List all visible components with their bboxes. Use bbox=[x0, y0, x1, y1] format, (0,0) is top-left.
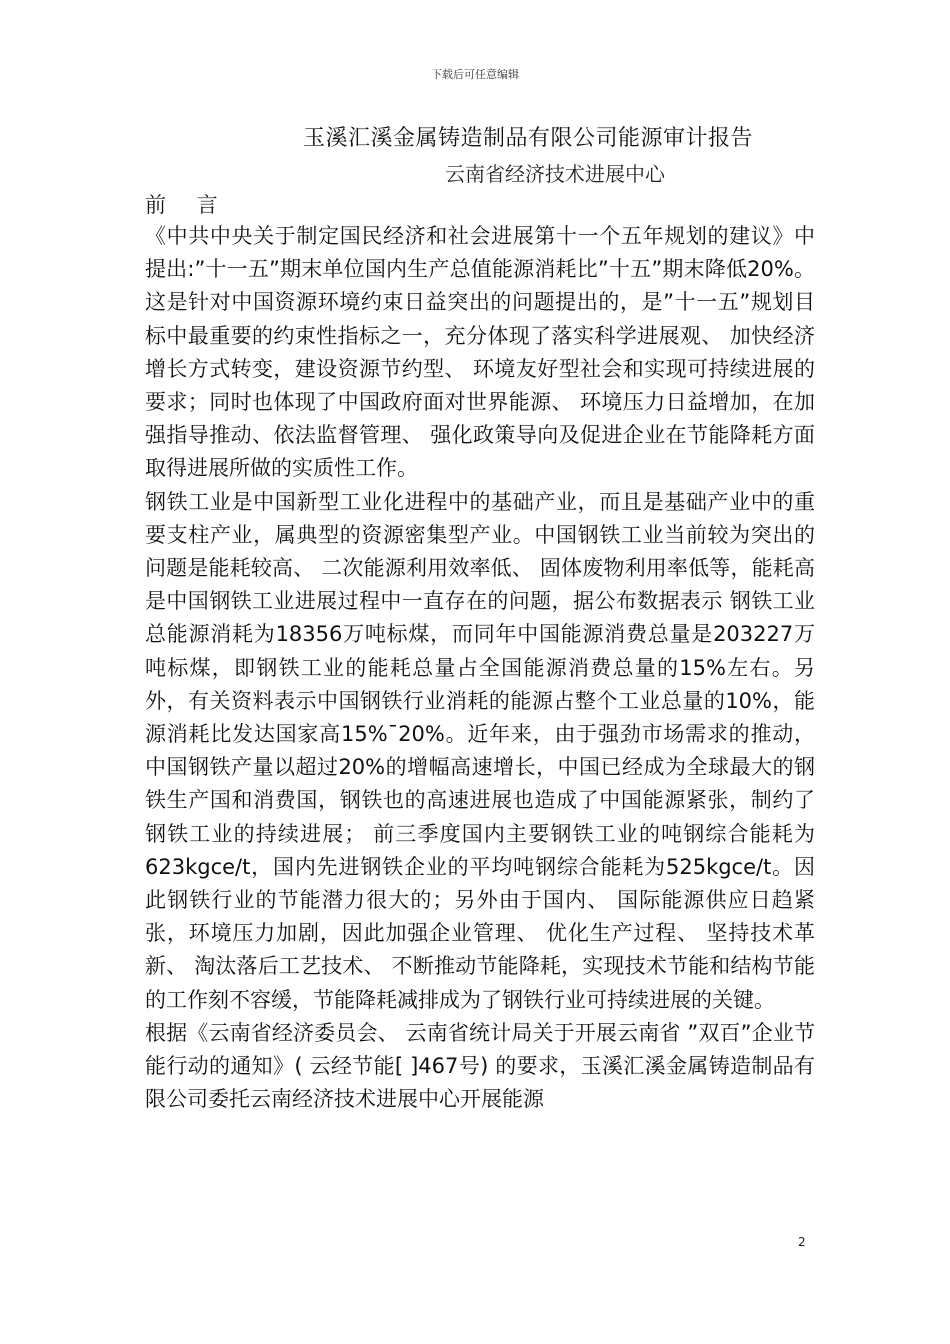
page-header-note: 下载后可任意编辑 bbox=[431, 68, 519, 81]
paragraph-3: 根据《云南省经济委员会、 云南省统计局关于开展云南省 ”双百”企业节能行动的通知》( 云经节能[ ]467号) 的要求，玉溪汇溪金属铸造制品有限公司委托云南经济技术进展中心开展能源 bbox=[145, 1020, 815, 1112]
document-organization: 云南省经济技术进展中心 bbox=[445, 162, 665, 186]
page-number: 2 bbox=[798, 1235, 806, 1249]
paragraph-1: 《中共中央关于制定国民经济和社会进展第十一个五年规划的建议》中提出:”十一五”期末单位国内生产总值能源消耗比”十五”期末降低20%。这是针对中国资源环境约束日益突出的问题提出的，是”十一五”规划目标中最重要的约束性指标之一，充分体现了落实科学进展观、 加快经济增长方式转变，建设资源节约型、 环境友好型社会和实现可持续进展的要求；同时也体现了中国政府面对世界能源、 环境压力日益增加，在加强指导推动、依法监督管理、 强化政策导向及促进企业在节能降耗方面取得进展所做的实质性工作。 bbox=[145, 224, 815, 481]
document-title: 玉溪汇溪金属铸造制品有限公司能源审计报告 bbox=[303, 126, 754, 151]
body-text bbox=[145, 220, 815, 1116]
section-heading-preface: 前 言 bbox=[145, 193, 230, 217]
paragraph-2: 钢铁工业是中国新型工业化进程中的基础产业，而且是基础产业中的重要支柱产业，属典型的资源密集型产业。中国钢铁工业当前较为突出的问题是能耗较高、 二次能源利用效率低、 固体废物利用率低等，能耗高是中国钢铁工业进展过程中一直存在的问题，据公布数据表示 钢铁工业总能源消耗为18356万吨标煤，而同年中国能源消费总量是203227万吨标煤，即钢铁工业的能耗总量占全国能源消费总量的15%左右。另外，有关资料表示中国钢铁行业消耗的能源占整个工业总量的10%，能源消耗比发达国家高15%¯20%。近年来，由于强劲市场需求的推动，中国钢铁产量以超过20%的增幅高速增长，中国已经成为全球最大的钢铁生产国和消费国，钢铁也的高速进展也造成了中国能源紧张，制约了钢铁工业的持续进展； 前三季度国内主要钢铁工业的吨钢综合能耗为623kgce/t，国内先进钢铁企业的平均吨钢综合能耗为525kgce/t。因此钢铁行业的节能潜力很大的；另外由于国内、 国际能源供应日趋紧张，环境压力加剧，因此加强企业管理、 优化生产过程、 坚持技术革新、 淘汰落后工艺技术、 不断推动节能降耗，实现技术节能和结构节能的工作刻不容缓，节能降耗减排成为了钢铁行业可持续进展的关键。 bbox=[145, 489, 815, 1012]
